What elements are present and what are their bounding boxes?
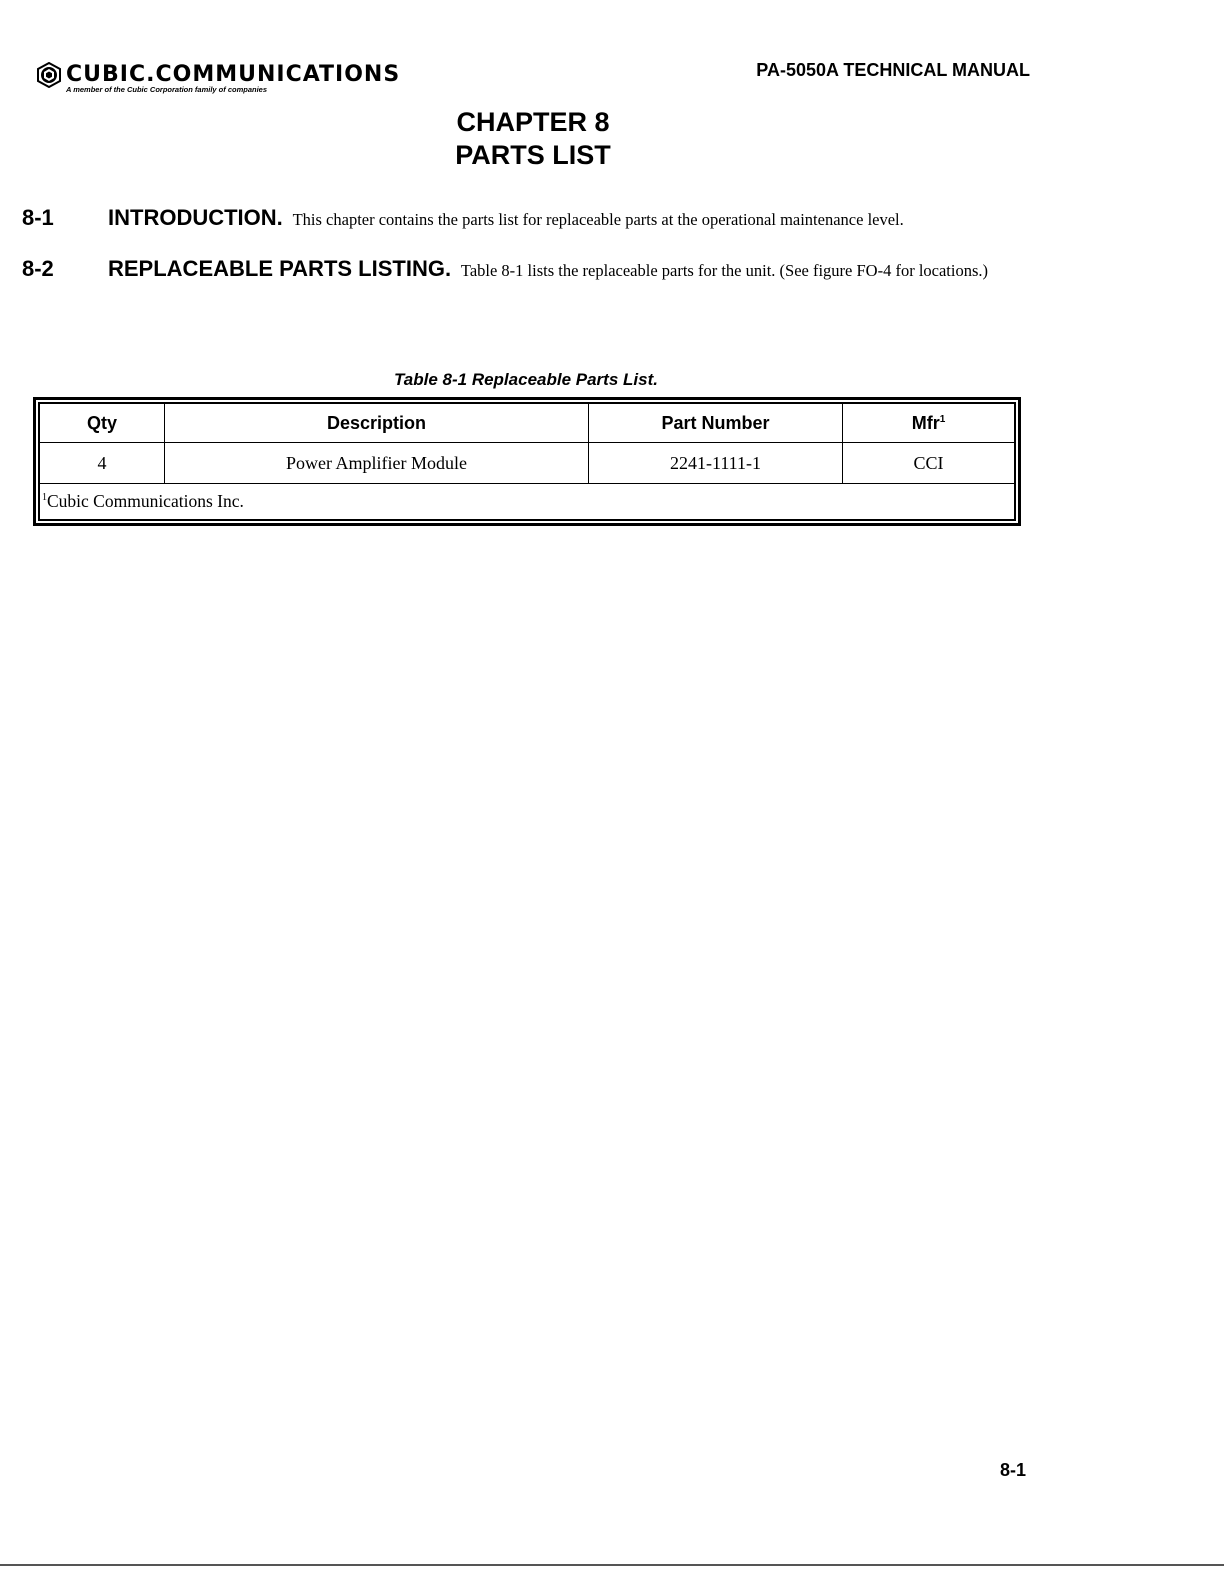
- manual-title: PA-5050A TECHNICAL MANUAL: [756, 60, 1030, 80]
- section-heading: INTRODUCTION.: [108, 205, 283, 230]
- header-mfr: Mfr$^1$: [843, 404, 1015, 443]
- cell-qty: 4: [40, 443, 165, 484]
- cell-mfr: CCI: [843, 443, 1015, 484]
- table-footnote-row: [40, 484, 1015, 520]
- company-logo: [36, 60, 486, 100]
- section-replaceable-parts: [22, 257, 1032, 282]
- section-text: Table 8-1 lists the replaceable parts for the unit. (See figure FO-4 for locations.): [460, 261, 989, 280]
- table-caption: Table 8-1 Replaceable Parts List.: [394, 370, 658, 389]
- chapter-number: CHAPTER 8: [456, 107, 610, 137]
- bottom-divider: [0, 1564, 1224, 1566]
- section-number: 8-2: [22, 256, 54, 281]
- chapter-heading: [360, 106, 706, 172]
- cell-part-number: 2241-1111-1: [589, 443, 843, 484]
- company-name: CUBIC.COMMUNICATIONS: [66, 62, 401, 87]
- table-footnote: $^1$Cubic Communications Inc.: [40, 484, 1015, 520]
- cubic-logo-icon: [36, 62, 62, 88]
- footnote-marker: 1: [42, 492, 47, 504]
- company-tagline: A member of the Cubic Corporation family of companies: [66, 85, 267, 94]
- parts-table: [33, 397, 1021, 526]
- header-description: Description: [165, 404, 589, 443]
- table-row: [40, 443, 1015, 484]
- header-part-number: Part Number: [589, 404, 843, 443]
- chapter-title: PARTS LIST: [455, 140, 611, 170]
- footnote-marker: 1: [939, 413, 946, 425]
- page-number: 8-1: [999, 1460, 1026, 1480]
- section-heading: REPLACEABLE PARTS LISTING.: [108, 256, 452, 281]
- section-introduction: [22, 206, 1032, 231]
- table-header-row: [40, 404, 1015, 443]
- section-number: 8-1: [22, 205, 54, 230]
- section-text: This chapter contains the parts list for replaceable parts at the operational maintenance level.: [292, 210, 904, 229]
- header-qty: Qty: [40, 404, 165, 443]
- cell-description: Power Amplifier Module: [165, 443, 589, 484]
